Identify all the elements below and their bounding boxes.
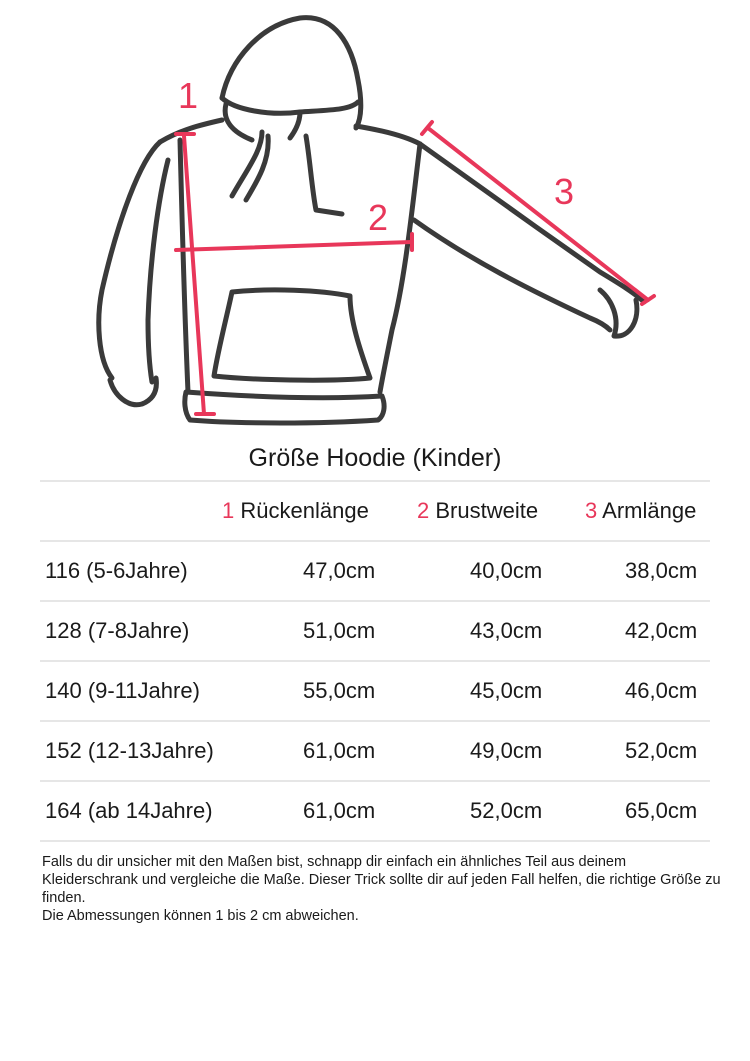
size-table [40,480,710,842]
chest-width-value: 40,0cm [470,558,543,583]
header-back-length [222,498,369,524]
footnote-advice: Falls du dir unsicher mit den Maßen bist, schnapp dir einfach ein ähnliches Teil aus deinem Kleiderschrank und vergleiche die Maße. Dieser Trick sollte dir auf jeden Fall helfen, die richtige Größe zu finden. [42,854,721,906]
back-length-value: 61,0cm [303,738,376,763]
arm-length-value: 52,0cm [625,738,698,763]
table-row [40,660,710,720]
back-length-value: 61,0cm [303,798,376,823]
chart-title: Größe Hoodie (Kinder) [248,444,502,472]
table-row [40,540,710,600]
table-row [40,780,710,842]
table-row [40,600,710,660]
header-chest-width [417,498,538,524]
diagram-label-2: 2 [368,197,389,238]
header-label-arm: Armlänge [602,498,697,523]
table-header-row [40,480,710,540]
size-label: 164 (ab 14Jahre) [45,798,213,823]
header-num-2: 2 [417,498,430,523]
diagram-label-3: 3 [554,171,575,212]
header-label-chest: Brustweite [435,498,539,523]
header-arm-length [585,498,696,524]
chest-width-value: 52,0cm [470,798,543,823]
size-label: 140 (9-11Jahre) [45,678,200,703]
back-length-value: 55,0cm [303,678,376,703]
header-label-back: Rückenlänge [240,498,369,523]
chest-width-value: 49,0cm [470,738,543,763]
chest-width-value: 43,0cm [470,618,543,643]
arm-length-value: 38,0cm [625,558,698,583]
chest-width-value: 45,0cm [470,678,543,703]
size-footnote [42,853,722,925]
size-label: 116 (5-6Jahre) [45,558,188,583]
chest-width-line [176,242,412,250]
arm-length-value: 42,0cm [625,618,698,643]
size-label: 128 (7-8Jahre) [45,618,190,643]
arm-length-value: 65,0cm [625,798,698,823]
arm-length-value: 46,0cm [625,678,698,703]
table-row [40,720,710,780]
diagram-label-1: 1 [178,75,199,116]
header-num-1: 1 [222,498,235,523]
back-length-value: 51,0cm [303,618,376,643]
hoodie-illustration [0,0,750,440]
footnote-tolerance: Die Abmessungen können 1 bis 2 cm abweichen. [42,908,359,924]
size-label: 152 (12-13Jahre) [45,738,214,763]
header-num-3: 3 [585,498,598,523]
back-length-value: 47,0cm [303,558,376,583]
arm-length-line [428,128,648,300]
